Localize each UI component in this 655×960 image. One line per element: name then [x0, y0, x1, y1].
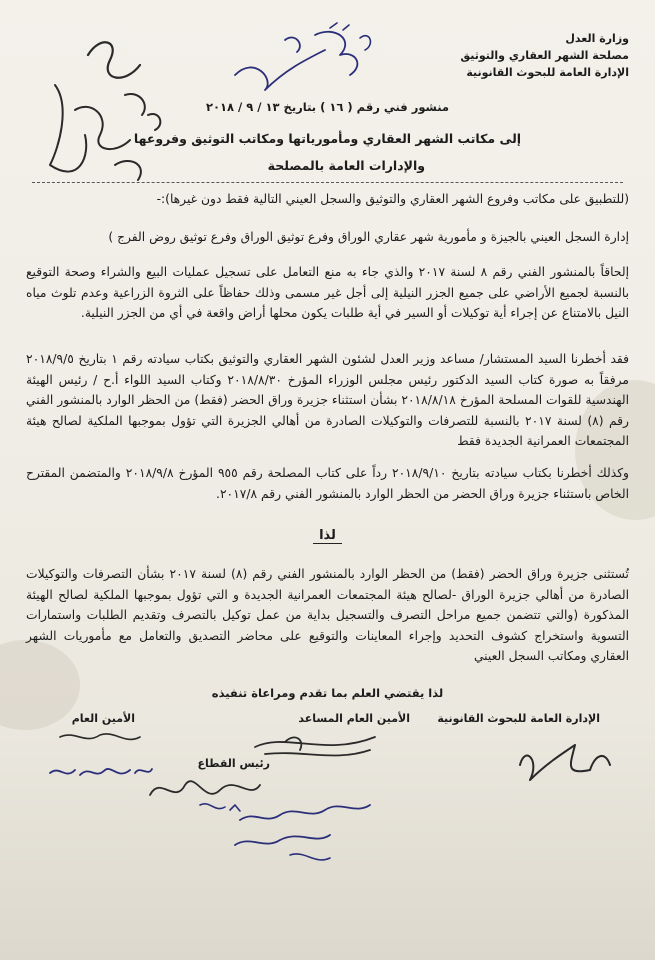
- closing-line: لذا يقتضي العلم بما تقدم ومراعاة تنفيذه: [211, 686, 444, 700]
- handwritten-date-annotation: [225, 20, 385, 95]
- signature-assistant-sg: [245, 722, 385, 767]
- letterhead: [460, 30, 629, 81]
- handwritten-note-bottom: [220, 790, 380, 875]
- separator-line: [32, 182, 623, 183]
- authority-name: مصلحة الشهر العقاري والتوثيق: [460, 49, 629, 62]
- followup-paragraph: وكذلك أخطرنا بكتاب سيادته بتاريخ ٢٠١٨/٩/١٠ رداً على كتاب المصلحة رقم ٩٥٥ المؤرخ ٢٠١٨/٩/٨ والمتضمن المقترح الخاص باستثناء جزيرة وراق الحضر من الحظر الوارد بالمنشور الفني رقم ٢٠١٧/٨.: [26, 466, 629, 501]
- notification-paragraph: فقد أخطرنا السيد المستشار/ مساعد وزير العدل لشئون الشهر العقاري والتوثيق بكتاب سيادته رقم ١ بتاريخ ٢٠١٨/٩/٥ مرفقاً به صورة كتاب السيد الدكتور رئيس مجلس الوزراء المؤرخ ٢٠١٨/٨/٣٠ وكتاب السيد اللواء أ.ح / رئيس الهيئة الهندسية للقوات المسلحة المؤرخ ٢٠١٨/٨/١٨ بشأن استثناء جزيرة وراق الحضر (فقط) من الحظر الوارد بالمنشور الفني رقم (٨) لسنة ٢٠١٧ بالنسبة للتصرفات والتوكيلات الصادرة من أهالي الجزيرة التي تؤول بموجبها الملكية لصالح هيئة المجتمعات العمرانية الجديدة فقط: [26, 352, 630, 448]
- department-name: الإدارة العامة للبحوث القانونية: [466, 66, 629, 79]
- signature-legal-research: [500, 725, 620, 795]
- therefore-heading: [0, 528, 655, 543]
- reference-paragraph: إلحاقاً بالمنشور الفني رقم ٨ لسنة ٢٠١٧ والذي جاء به منع التعامل على تسجيل عمليات البيع والشراء وصحة التوقيع بالنسبة لجميع الأراضي على جميع الجزر النيلية إلى أجل غير مسمى وذلك حفاظاً على الثروة الزراعية وعدم تلوث مياه النيل بالامتناع عن إجراء أية توكيلات أو السير في أية طلبات يكون محلها أراض واقعة في أي من الجزر النيلية.: [26, 265, 630, 320]
- signatory-assistant-sg: الأمين العام المساعد: [298, 712, 410, 725]
- signatory-sector-head: رئيس القطاع: [197, 757, 270, 770]
- signatory-legal-research: الإدارة العامة للبحوث القانونية: [437, 712, 600, 725]
- scope-paragraph: (للتطبيق على مكاتب وفروع الشهر العقاري والتوثيق والسجل العيني التالية فقط دون غيرها):-: [156, 192, 629, 206]
- ministry-name: وزارة العدل: [565, 32, 629, 45]
- decision-paragraph: تُستثنى جزيرة وراق الحضر (فقط) من الحظر الوارد بالمنشور الفني رقم (٨) لسنة ٢٠١٧ بشأن التصرفات والتوكيلات الصادرة من أهالي جزيرة الوراق -لصالح هيئة المجتمعات العمرانية الجديدة و التي تؤول بموجبها الملكية لصالح الهيئة المذكورة (والتي تتضمن جميع مراحل التصرف والتسجيل بداية من عمل توكيل بالتصرف وتقديم الطلبات واستمارات التسوية واستخراج كشوف التحديد وإجراء المعاينات والتوقيع على محاضر التصديق والتعامل مع مأموريات الشهر العقاري ومكاتب السجل العيني: [26, 567, 629, 663]
- addressee-line-2: والإدارات العامة بالمصلحة: [267, 158, 425, 173]
- therefore-label: لذا: [313, 528, 342, 544]
- addressee-line: إلى مكاتب الشهر العقاري ومأمورياتها ومكاتب التوثيق وفروعها: [133, 131, 522, 146]
- signatory-secretary-general: الأمين العام: [71, 712, 135, 725]
- circular-number: منشور فني رقم ( ١٦ ) بتاريخ ١٣ / ٩ / ٢٠١٨: [205, 100, 450, 114]
- offices-paragraph: إدارة السجل العيني بالجيزة و مأمورية شهر عقاري الوراق وفرع توثيق الوراق وفرع توثيق روض الفرج ): [108, 230, 629, 244]
